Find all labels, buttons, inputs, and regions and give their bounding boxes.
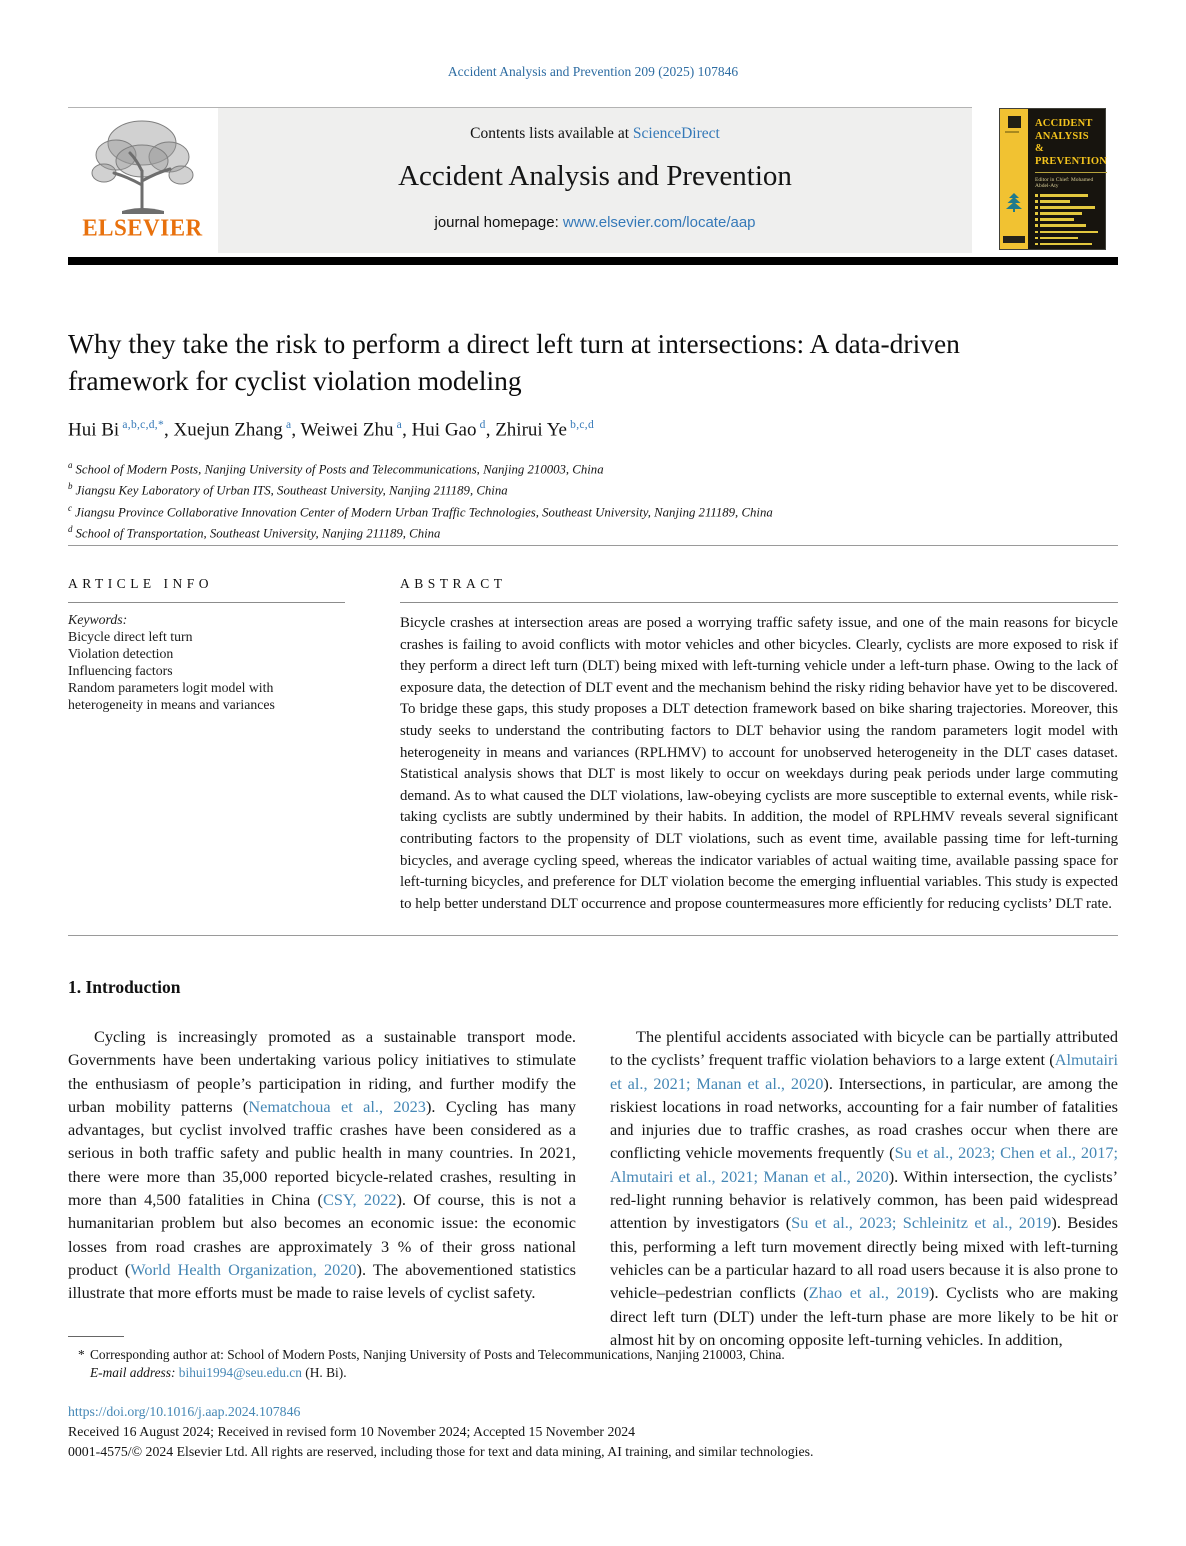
- rule-below-affiliations: [68, 545, 1118, 546]
- cover-topic-bar: [1035, 218, 1107, 221]
- footnote-section: [68, 1336, 1118, 1461]
- affiliation-sup: c: [68, 502, 72, 513]
- abstract-column: [400, 560, 1118, 915]
- banner-center: [218, 108, 972, 253]
- rule-below-abstract: [68, 935, 1118, 936]
- homepage-prefix: journal homepage:: [434, 214, 563, 231]
- author-affiliation-sup[interactable]: d: [476, 419, 486, 431]
- cover-pinecone-icon: [1004, 193, 1024, 215]
- keyword-item: Influencing factors: [68, 662, 173, 678]
- email-line: [68, 1364, 1118, 1382]
- journal-homepage-link[interactable]: www.elsevier.com/locate/aap: [562, 214, 756, 231]
- citation-link[interactable]: Su et al., 2023; Chen et al., 2017; Almutairi et al., 2021; Manan et al., 2020: [610, 1143, 1118, 1186]
- citation-link[interactable]: Zhao et al., 2019: [808, 1283, 930, 1303]
- column-gutter: [345, 560, 400, 915]
- email-link[interactable]: bihui1994@seu.edu.cn: [178, 1364, 302, 1380]
- author-affiliation-sup[interactable]: a,b,c,d,*: [119, 419, 165, 431]
- cover-yellow-strip: [1000, 109, 1028, 249]
- affiliation-sup: b: [68, 481, 73, 492]
- cover-title-line: PREVENTION: [1035, 155, 1108, 167]
- author-affiliation-sup[interactable]: a: [393, 419, 403, 431]
- keywords-block: [68, 612, 345, 713]
- author-list: Hui Bi $^{a,b,c,d,*}$, Xuejun Zhang $^a$, Weiwei Zhu $^a$, Hui Gao $^d$, Zhirui Ye $^{b,c,d}$: [68, 419, 595, 441]
- cover-editor-line: Editor in Chief: Mohamed Abdel-Aty: [1035, 177, 1094, 189]
- homepage-line: [218, 214, 972, 231]
- affiliation-list: [68, 457, 1118, 543]
- affiliation-line: $^d$ School of Transportation, Southeast University, Nanjing 211189, China: [68, 524, 441, 541]
- elsevier-logo: [70, 111, 215, 253]
- author-affiliation-sup[interactable]: a: [282, 419, 292, 431]
- cover-main-panel: [1028, 109, 1112, 249]
- author-name: Zhirui Ye: [495, 419, 567, 441]
- keyword-item: Violation detection: [68, 645, 174, 661]
- citation-link[interactable]: Su et al., 2023; Schleinitz et al., 2019: [791, 1213, 1052, 1233]
- affiliation-line: $^b$ Jiangsu Key Laboratory of Urban ITS, Southeast University, Nanjing 211189, China: [68, 481, 508, 498]
- citation-link[interactable]: CSY, 2022: [322, 1190, 397, 1210]
- citation-link[interactable]: Nematchoua et al., 2023: [248, 1096, 426, 1116]
- affiliation-sup: d: [68, 524, 73, 535]
- introduction-left-column: Cycling is increasingly promoted as a sustainable transport mode. Governments have been undertaking various policy initiatives to stimulate the enthusiasm of people’s participation in riding, and further modify the urban mobility patterns (Nematchoua et al., 2023). Cycling has many advantages, but cyclist involved traffic crashes have been considered as a serious in both traffic safety and public health in many countries. In 2021, there were more than 35,000 reported bicycle-related crashes, resulting in more than 4,500 fatalities in China (CSY, 2022). Of course, this is not a humanitarian problem but also becomes an economic issue: the economic losses from road crashes are approximately 3 % of their gross national product (World Health Organization, 2020). The abovementioned statistics illustrate that more efforts must be made to raise levels of cyclist safety.: [68, 1027, 577, 1303]
- journal-banner: [68, 107, 1118, 253]
- cover-title-line: ACCIDENT: [1035, 118, 1093, 129]
- corresponding-author-text: Corresponding author at: School of Modern Posts, Nanjing University of Posts and Telecommunications, Nanjing 210003, China.: [90, 1347, 785, 1362]
- copyright-line: 0001-4575/© 2024 Elsevier Ltd. All rights are reserved, including those for text and data mining, AI training, and similar technologies.: [68, 1444, 814, 1459]
- keywords-list: [68, 629, 345, 714]
- paper-title: Why they take the risk to perform a direct left turn at intersections: A data-driven framework for cyclist violation modeling: [68, 328, 960, 396]
- cover-topic-bar: [1035, 206, 1107, 209]
- doi-line: [68, 1402, 1118, 1421]
- header-divider-bar: [68, 257, 1118, 265]
- abstract-rule: [400, 602, 1118, 603]
- author-name: Hui Bi: [68, 419, 120, 441]
- introduction-heading: 1. Introduction: [68, 977, 181, 997]
- banner-journal-title: Accident Analysis and Prevention: [398, 160, 792, 192]
- abstract-text: Bicycle crashes at intersection areas are posed a worrying traffic safety issue, and one of the main reasons for bicycle crashes is failing to avoid conflicts with motor vehicles and other bicycles. Clearly, cyclists are more exposed to risk if they perform a direct left turn (DLT) being mixed with left-turning vehicle under a left-turn phase. Owing to the lack of exposure data, the detection of DLT event and the mechanism behind the risky riding behavior have yet to be discovered. To bridge these gaps, this study proposes a DLT detection framework based on bike sharing trajectories. Moreover, this study seeks to understand the contributing factors to DLT behavior using the random parameters logit model with heterogeneity in means and variances (RPLHMV) to account for unobserved heterogeneity in the DLT cases dataset. Statistical analysis shows that DLT is most likely to occur on weekdays during peak periods under large commuting demand. As to what caused the DLT violations, law-obeying cyclists are more susceptible to external events, while risk-taking cyclists are subtly undermined by their habits. In addition, the model of RPLHMV reveals several significant contributing factors to the propensity of DLT violations, such as event time, available passing time for left-turning bicycles, and average cycling speed, whereas the indicator variables of actual waiting time, available passing space for left-turning bicycles, and preference for DLT violation become the emerging influential variables. This study is expected to help better understand DLT occurrence and propose countermeasures more efficiently for reducing cyclists’ DLT rate.: [400, 615, 1118, 912]
- author-name: Xuejun Zhang: [173, 419, 283, 441]
- footnote-rule: [68, 1336, 124, 1337]
- contents-prefix: Contents lists available at: [470, 125, 633, 142]
- keyword-item: Bicycle direct left turn: [68, 628, 193, 644]
- email-label: E-mail address:: [90, 1364, 176, 1380]
- contents-line: [218, 108, 972, 143]
- journal-citation-header: Accident Analysis and Prevention 209 (2025) 107846: [447, 64, 739, 79]
- cover-sciencedirect-bar: [1003, 236, 1025, 243]
- citation-link[interactable]: World Health Organization, 2020: [130, 1259, 357, 1279]
- sciencedirect-link[interactable]: ScienceDirect: [632, 125, 720, 142]
- cover-journal-title: [1035, 118, 1107, 168]
- author-name: Weiwei Zhu: [300, 419, 394, 441]
- author-name: Hui Gao: [411, 419, 477, 441]
- citation-link[interactable]: Almutairi et al., 2021; Manan et al., 2020: [610, 1050, 1118, 1093]
- article-info-column: [68, 560, 345, 915]
- cover-publisher-mark: [1008, 116, 1021, 128]
- cover-topic-bar: [1035, 212, 1107, 215]
- cover-topic-list: [1035, 194, 1107, 245]
- affiliation-sup: a: [68, 460, 73, 470]
- keyword-item: Random parameters logit model with heterogeneity in means and variances: [68, 679, 275, 712]
- elsevier-wordmark: ELSEVIER: [82, 214, 203, 241]
- corresponding-author-note: [68, 1346, 1118, 1364]
- cover-topic-bar: [1035, 237, 1107, 240]
- cover-issn-bar: [1005, 131, 1019, 133]
- cover-topic-bar: [1035, 200, 1107, 203]
- abstract-header: ABSTRACT: [400, 576, 507, 591]
- introduction-columns: [68, 1025, 1118, 1351]
- affiliation-line: $^a$ School of Modern Posts, Nanjing University of Posts and Telecommunications, Nanjing 210003, China: [68, 460, 604, 477]
- author-affiliation-sup[interactable]: b,c,d: [567, 419, 595, 431]
- cover-title-line: &: [1035, 143, 1044, 154]
- affiliation-line: $^c$ Jiangsu Province Collaborative Innovation Center of Modern Urban Traffic Technologies, Southeast University, Nanjing 211189, China: [68, 502, 773, 520]
- keywords-label: Keywords:: [68, 612, 128, 627]
- doi-link[interactable]: https://doi.org/10.1016/j.aap.2024.107846: [68, 1404, 301, 1419]
- article-info-rule: [68, 602, 345, 603]
- cover-topic-bar: [1035, 194, 1107, 197]
- introduction-section: [68, 963, 1118, 1351]
- article-info-header: ARTICLE INFO: [68, 576, 214, 591]
- footnote-marker: *: [78, 1347, 85, 1362]
- cover-title-line: ANALYSIS: [1035, 130, 1089, 142]
- cover-topic-bar: [1035, 243, 1107, 246]
- journal-cover-thumbnail: [999, 108, 1106, 250]
- info-abstract-section: [68, 560, 1118, 915]
- cover-rule: [1035, 172, 1107, 173]
- elsevier-tree-icon: [84, 113, 202, 217]
- introduction-right-column: The plentiful accidents associated with bicycle can be partially attributed to the cyclists’ frequent traffic violation behaviors to a large extent (Almutairi et al., 2021; Manan et al., 2020). Intersections, in particular, are among the riskiest locations in road networks, accounting for a fair number of fatalities and injuries due to traffic crashes, as road crashes occur when there are conflicting vehicle movements frequently (Su et al., 2023; Chen et al., 2017; Almutairi et al., 2021; Manan et al., 2020). Within intersection, the cyclists’ red-light running behavior is relatively common, has been paid widespread attention by investigators (Su et al., 2023; Schleinitz et al., 2019). Besides this, performing a left turn movement directly being mixed with left-turning vehicles can be a particular hazard to all road users because it is also prone to vehicle–pedestrian conflicts (Zhao et al., 2019). Cyclists who are making direct left turn (DLT) under the left-turn phase are more likely to be hit or almost hit by on oncoming opposite left-turning vehicles. In addition,: [610, 1027, 1119, 1349]
- received-dates-line: Received 16 August 2024; Received in revised form 10 November 2024; Accepted 15 November 2024: [68, 1424, 636, 1439]
- cover-topic-bar: [1035, 224, 1107, 227]
- email-suffix: (H. Bi).: [301, 1364, 347, 1380]
- cover-topic-bar: [1035, 231, 1107, 234]
